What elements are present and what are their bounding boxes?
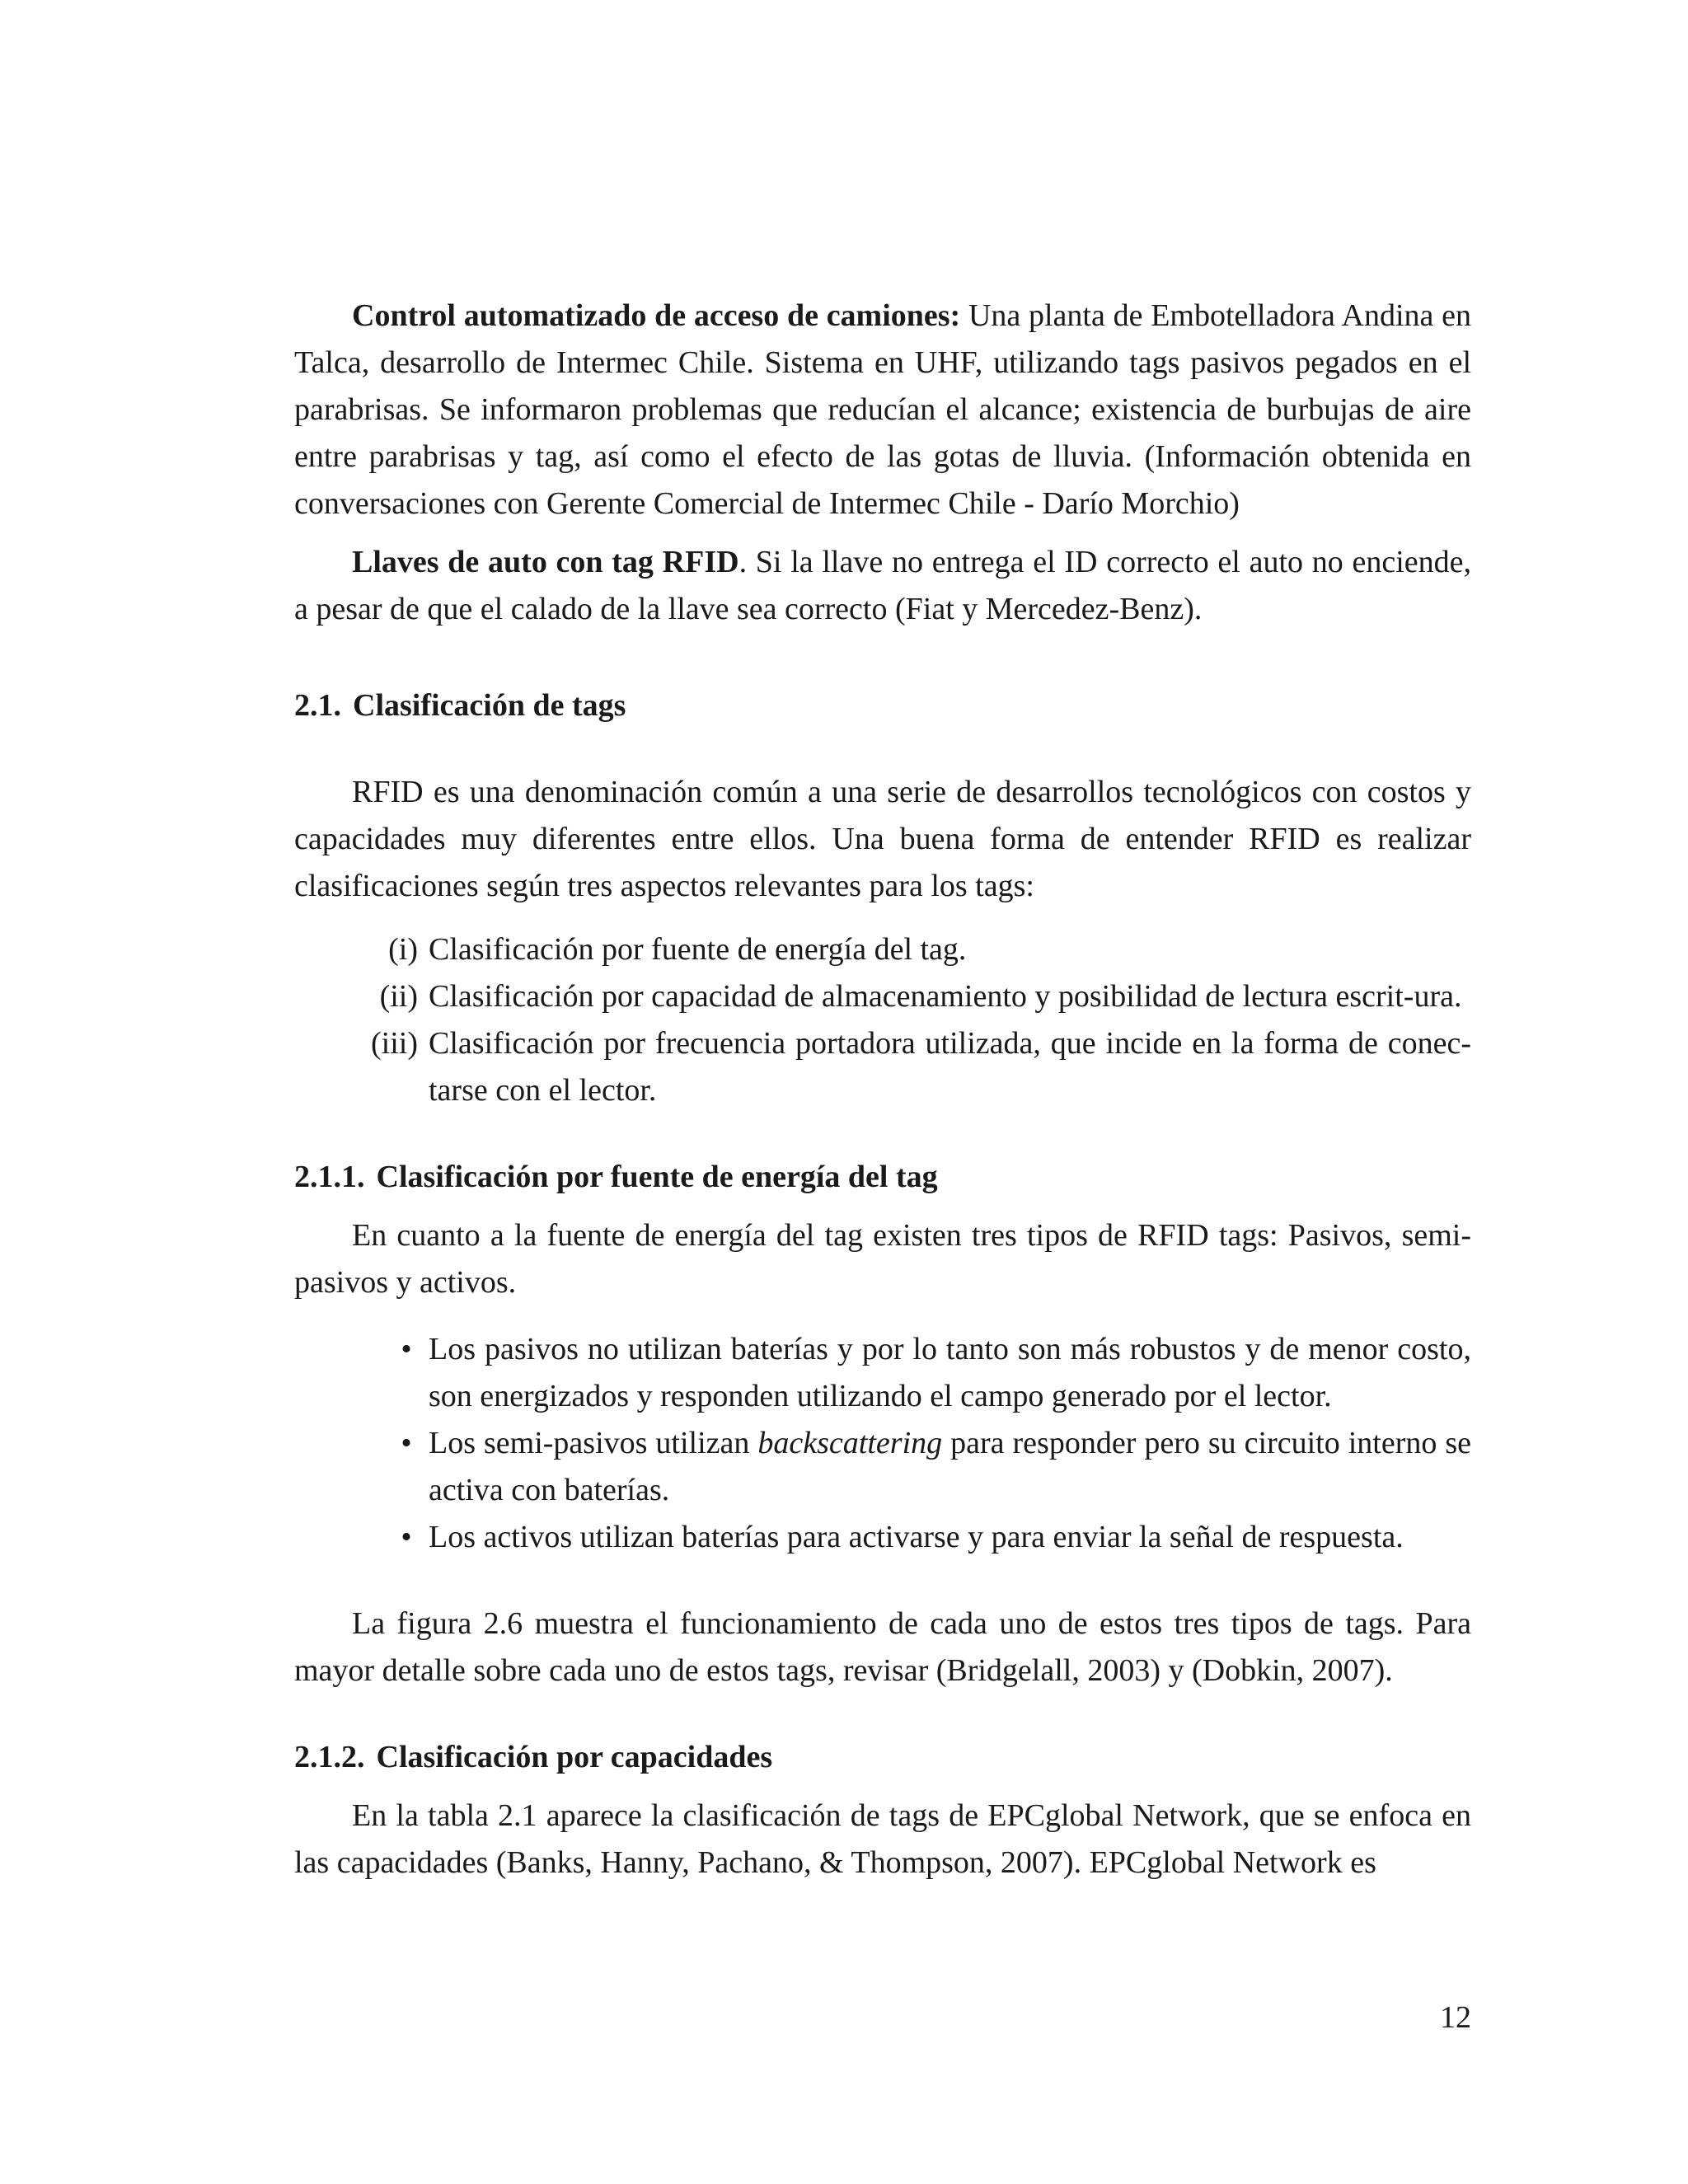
page-body (294, 293, 1471, 1886)
page-number: 12 (1440, 2000, 1471, 2035)
bullet-icon: • (401, 1332, 412, 1366)
list-item-text-post: para responder pero su circuito interno se activa con baterías. (429, 1426, 1472, 1507)
bullet-icon: • (401, 1426, 412, 1460)
list-item (294, 1020, 1471, 1114)
paragraph-lead-bold: Llaves de auto con tag RFID (352, 545, 739, 579)
list-item-text-pre: Los semi-pasivos utilizan (429, 1426, 758, 1460)
list-item (294, 1514, 1471, 1561)
list-item-text: Clasificación por fuente de energía del tag. (429, 932, 967, 967)
paragraph-truck-access (294, 293, 1471, 527)
section-number: 2.1.1. (294, 1160, 365, 1194)
section-title: Clasificación por capacidades (376, 1740, 773, 1774)
list-item-emphasis: backscattering (757, 1426, 943, 1460)
section-number: 2.1.2. (294, 1740, 365, 1774)
list-marker: (iii) (371, 1026, 418, 1061)
list-item (294, 926, 1471, 973)
list-item (294, 1326, 1471, 1420)
paragraph-text: . Si la llave no entrega el ID correcto el auto no enciende, a pesar de que el calado de la llave sea correcto (Fiat y Mercedez-Benz). (294, 545, 1471, 626)
paragraph-text: Una planta de Embotelladora Andina en Talca, desarrollo de Intermec Chile. Sistema en UHF, utilizando tags pasivos pegados en el parabrisas. Se informaron problemas que reducían el alcance; existencia de burbujas de aire entre parabrisas y tag, así como el efecto de las gotas de lluvia. (Información obtenida en conversaciones con Gerente Comercial de Intermec Chile - Darío Morchio) (294, 298, 1471, 521)
list-item (294, 1420, 1471, 1514)
paragraph-energy-intro: En cuanto a la fuente de energía del tag existen tres tipos de RFID tags: Pasivos, semi-pasivos y activos. (294, 1218, 1471, 1300)
section-title: Clasificación por fuente de energía del tag (376, 1160, 938, 1194)
section-number: 2.1. (294, 688, 341, 723)
section-heading-2-1 (294, 682, 1471, 729)
tag-types-list (294, 1326, 1471, 1561)
paragraph-figure-reference: La figura 2.6 muestra el funcionamiento de cada uno de estos tres tipos de tags. Para mayor detalle sobre cada uno de estos tags, revisar (Bridgelall, 2003) y (Dobkin, 2007). (294, 1606, 1471, 1688)
list-item-text: Los activos utilizan baterías para activarse y para enviar la señal de respuesta. (429, 1520, 1404, 1554)
list-item-text: Los pasivos no utilizan baterías y por lo tanto son más robustos y de menor costo, son energizados y responden utilizando el campo generado por el lector. (429, 1332, 1471, 1413)
paragraph-lead-bold: Control automatizado de acceso de camiones: (352, 298, 961, 333)
paragraph-car-keys (294, 539, 1471, 633)
list-item (294, 973, 1471, 1020)
paragraph-capacities-intro: En la tabla 2.1 aparece la clasificación de tags de EPCglobal Network, que se enfoca en las capacidades (Banks, Hanny, Pachano, & Thompson, 2007). EPCglobal Network es (294, 1798, 1471, 1880)
section-heading-2-1-2 (294, 1734, 1471, 1781)
bullet-icon: • (401, 1520, 412, 1554)
paragraph-rfid-intro: RFID es una denominación común a una serie de desarrollos tecnológicos con costos y capacidades muy diferentes entre ellos. Una buena forma de entender RFID es realizar clasificaciones según tres aspectos relevantes para los tags: (294, 775, 1471, 903)
section-title: Clasificación de tags (353, 688, 626, 723)
list-item-text: Clasificación por frecuencia portadora utilizada, que incide en la forma de conec-tarse con el lector. (429, 1026, 1471, 1108)
list-marker: (i) (388, 932, 418, 967)
list-marker: (ii) (379, 979, 418, 1014)
section-heading-2-1-1 (294, 1154, 1471, 1201)
list-item-text: Clasificación por capacidad de almacenamiento y posibilidad de lectura escrit-ura. (429, 979, 1462, 1014)
classification-list (294, 926, 1471, 1114)
